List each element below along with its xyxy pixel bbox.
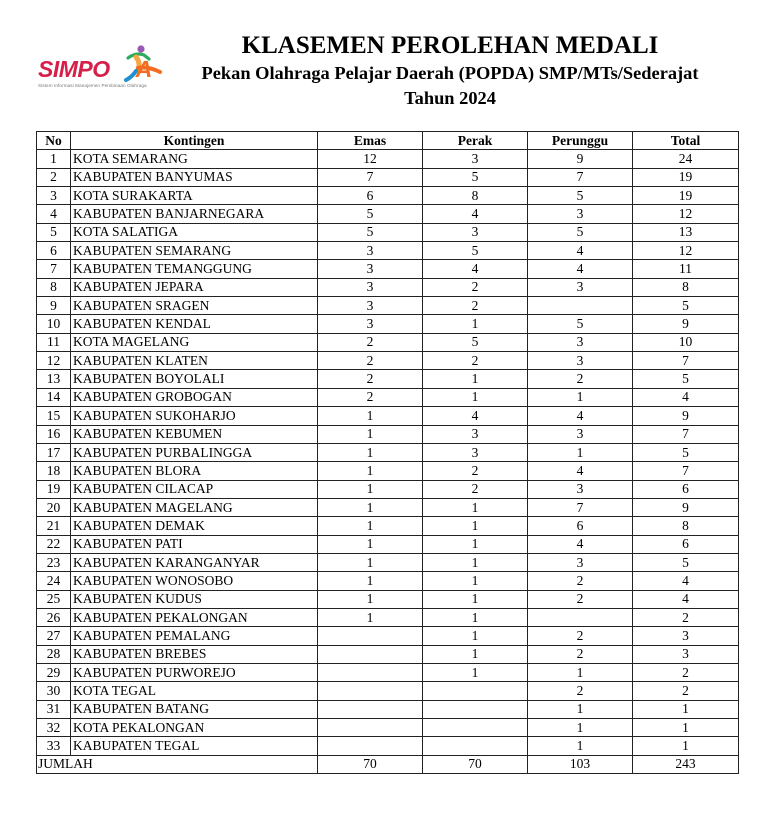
jumlah-label: JUMLAH	[37, 755, 318, 773]
table-row	[37, 682, 739, 700]
table-body	[37, 150, 739, 755]
cell-kontingen: KABUPATEN PEKALONGAN	[71, 608, 318, 626]
cell-perak: 1	[423, 370, 528, 388]
table-row	[37, 737, 739, 755]
cell-kontingen: KABUPATEN MAGELANG	[71, 498, 318, 516]
cell-no: 28	[37, 645, 71, 663]
table-row	[37, 407, 739, 425]
cell-total: 12	[633, 205, 739, 223]
cell-total: 4	[633, 388, 739, 406]
cell-perak	[423, 737, 528, 755]
cell-perak: 1	[423, 517, 528, 535]
cell-total: 8	[633, 517, 739, 535]
cell-perak: 1	[423, 572, 528, 590]
cell-kontingen: KABUPATEN BANJARNEGARA	[71, 205, 318, 223]
cell-total: 2	[633, 663, 739, 681]
cell-emas: 1	[318, 553, 423, 571]
table-row	[37, 572, 739, 590]
page-title: KLASEMEN PEROLEHAN MEDALI	[241, 32, 659, 59]
cell-perunggu: 6	[528, 517, 633, 535]
cell-total: 24	[633, 150, 739, 168]
cell-total: 7	[633, 425, 739, 443]
cell-total: 1	[633, 700, 739, 718]
cell-total: 19	[633, 187, 739, 205]
cell-emas: 3	[318, 278, 423, 296]
table-row	[37, 443, 739, 461]
cell-perunggu: 1	[528, 719, 633, 737]
cell-emas: 3	[318, 260, 423, 278]
cell-kontingen: KOTA MAGELANG	[71, 333, 318, 351]
cell-no: 20	[37, 498, 71, 516]
table-row	[37, 150, 739, 168]
jumlah-perak: 70	[423, 755, 528, 773]
cell-emas: 1	[318, 498, 423, 516]
cell-no: 23	[37, 553, 71, 571]
cell-perak: 8	[423, 187, 528, 205]
cell-perak: 4	[423, 260, 528, 278]
cell-kontingen: KOTA PEKALONGAN	[71, 719, 318, 737]
cell-kontingen: KOTA SEMARANG	[71, 150, 318, 168]
cell-perak: 1	[423, 645, 528, 663]
cell-kontingen: KABUPATEN JEPARA	[71, 278, 318, 296]
cell-perunggu: 4	[528, 242, 633, 260]
cell-kontingen: KABUPATEN KARANGANYAR	[71, 553, 318, 571]
cell-total: 13	[633, 223, 739, 241]
cell-perak: 4	[423, 205, 528, 223]
cell-perunggu: 2	[528, 572, 633, 590]
table-row	[37, 223, 739, 241]
column-header-perunggu: Perunggu	[528, 132, 633, 150]
cell-perak	[423, 700, 528, 718]
cell-kontingen: KABUPATEN CILACAP	[71, 480, 318, 498]
cell-perunggu: 1	[528, 700, 633, 718]
simpora-logo	[36, 42, 166, 92]
cell-perak: 3	[423, 443, 528, 461]
cell-perak: 5	[423, 333, 528, 351]
cell-perak: 3	[423, 425, 528, 443]
cell-perunggu: 4	[528, 462, 633, 480]
cell-perunggu: 4	[528, 535, 633, 553]
table-row	[37, 535, 739, 553]
cell-perunggu: 5	[528, 315, 633, 333]
cell-emas: 1	[318, 425, 423, 443]
cell-emas	[318, 645, 423, 663]
cell-kontingen: KABUPATEN BATANG	[71, 700, 318, 718]
cell-perak: 3	[423, 223, 528, 241]
cell-emas: 3	[318, 297, 423, 315]
cell-kontingen: KABUPATEN KUDUS	[71, 590, 318, 608]
cell-no: 26	[37, 608, 71, 626]
cell-perak: 3	[423, 150, 528, 168]
cell-perunggu: 2	[528, 370, 633, 388]
cell-total: 12	[633, 242, 739, 260]
table-row	[37, 553, 739, 571]
cell-kontingen: KOTA TEGAL	[71, 682, 318, 700]
cell-no: 4	[37, 205, 71, 223]
table-row	[37, 315, 739, 333]
cell-no: 25	[37, 590, 71, 608]
cell-perunggu: 4	[528, 260, 633, 278]
cell-perunggu: 3	[528, 425, 633, 443]
cell-kontingen: KABUPATEN BOYOLALI	[71, 370, 318, 388]
cell-emas: 1	[318, 462, 423, 480]
cell-no: 15	[37, 407, 71, 425]
table-row	[37, 370, 739, 388]
cell-no: 2	[37, 168, 71, 186]
table-row	[37, 425, 739, 443]
column-header-perak: Perak	[423, 132, 528, 150]
cell-perunggu: 2	[528, 590, 633, 608]
cell-kontingen: KABUPATEN TEMANGGUNG	[71, 260, 318, 278]
cell-emas: 5	[318, 205, 423, 223]
cell-no: 29	[37, 663, 71, 681]
cell-perunggu: 5	[528, 187, 633, 205]
cell-emas: 1	[318, 572, 423, 590]
jumlah-total: 243	[633, 755, 739, 773]
medal-standings-table	[36, 131, 739, 774]
cell-emas: 5	[318, 223, 423, 241]
table-row	[37, 517, 739, 535]
cell-total: 3	[633, 645, 739, 663]
cell-perak: 5	[423, 242, 528, 260]
cell-perak: 1	[423, 553, 528, 571]
cell-kontingen: KABUPATEN SUKOHARJO	[71, 407, 318, 425]
cell-total: 9	[633, 498, 739, 516]
table-row	[37, 645, 739, 663]
table-row	[37, 498, 739, 516]
cell-no: 31	[37, 700, 71, 718]
cell-perak: 4	[423, 407, 528, 425]
cell-no: 32	[37, 719, 71, 737]
cell-emas: 1	[318, 590, 423, 608]
cell-no: 5	[37, 223, 71, 241]
cell-perak: 5	[423, 168, 528, 186]
jumlah-perunggu: 103	[528, 755, 633, 773]
cell-perak: 1	[423, 315, 528, 333]
cell-kontingen: KABUPATEN BANYUMAS	[71, 168, 318, 186]
cell-emas: 2	[318, 333, 423, 351]
cell-no: 11	[37, 333, 71, 351]
cell-total: 3	[633, 627, 739, 645]
cell-kontingen: KABUPATEN PURBALINGGA	[71, 443, 318, 461]
cell-no: 10	[37, 315, 71, 333]
column-header-no: No	[37, 132, 71, 150]
cell-perak	[423, 682, 528, 700]
cell-perak: 1	[423, 590, 528, 608]
cell-emas: 3	[318, 242, 423, 260]
cell-perak: 2	[423, 352, 528, 370]
table-row	[37, 168, 739, 186]
cell-perunggu: 7	[528, 168, 633, 186]
table-row	[37, 278, 739, 296]
cell-no: 9	[37, 297, 71, 315]
table-row	[37, 333, 739, 351]
table-row	[37, 590, 739, 608]
table-row	[37, 719, 739, 737]
jumlah-emas: 70	[318, 755, 423, 773]
cell-kontingen: KABUPATEN BREBES	[71, 645, 318, 663]
cell-perak: 1	[423, 498, 528, 516]
cell-total: 7	[633, 352, 739, 370]
cell-no: 1	[37, 150, 71, 168]
cell-emas: 3	[318, 315, 423, 333]
cell-kontingen: KABUPATEN PEMALANG	[71, 627, 318, 645]
cell-perunggu: 2	[528, 645, 633, 663]
cell-total: 4	[633, 572, 739, 590]
cell-emas: 1	[318, 608, 423, 626]
cell-perak: 1	[423, 535, 528, 553]
cell-emas	[318, 700, 423, 718]
cell-kontingen: KABUPATEN GROBOGAN	[71, 388, 318, 406]
cell-total: 8	[633, 278, 739, 296]
cell-kontingen: KABUPATEN TEGAL	[71, 737, 318, 755]
page-year: Tahun 2024	[404, 88, 496, 108]
table-row	[37, 205, 739, 223]
cell-kontingen: KOTA SALATIGA	[71, 223, 318, 241]
cell-perunggu: 1	[528, 443, 633, 461]
cell-kontingen: KABUPATEN KLATEN	[71, 352, 318, 370]
cell-emas	[318, 737, 423, 755]
cell-perunggu: 2	[528, 682, 633, 700]
cell-emas: 2	[318, 352, 423, 370]
cell-total: 9	[633, 315, 739, 333]
cell-total: 5	[633, 297, 739, 315]
cell-perunggu: 3	[528, 205, 633, 223]
table-row	[37, 608, 739, 626]
cell-kontingen: KABUPATEN KENDAL	[71, 315, 318, 333]
cell-kontingen: KABUPATEN PATI	[71, 535, 318, 553]
column-header-emas: Emas	[318, 132, 423, 150]
cell-total: 10	[633, 333, 739, 351]
cell-perunggu: 9	[528, 150, 633, 168]
cell-emas	[318, 663, 423, 681]
cell-no: 8	[37, 278, 71, 296]
cell-kontingen: KABUPATEN SRAGEN	[71, 297, 318, 315]
cell-emas: 6	[318, 187, 423, 205]
cell-perunggu: 3	[528, 333, 633, 351]
cell-emas: 7	[318, 168, 423, 186]
cell-total: 19	[633, 168, 739, 186]
cell-total: 5	[633, 370, 739, 388]
cell-perak: 2	[423, 462, 528, 480]
logo-wordmark-main: SIMPO	[38, 56, 110, 82]
cell-emas: 1	[318, 480, 423, 498]
cell-no: 6	[37, 242, 71, 260]
cell-no: 24	[37, 572, 71, 590]
cell-perak: 1	[423, 663, 528, 681]
cell-total: 9	[633, 407, 739, 425]
cell-emas	[318, 682, 423, 700]
cell-no: 30	[37, 682, 71, 700]
table-row	[37, 297, 739, 315]
table-footer-row	[37, 755, 739, 773]
cell-perunggu: 1	[528, 388, 633, 406]
column-header-kontingen: Kontingen	[71, 132, 318, 150]
cell-kontingen: KABUPATEN BLORA	[71, 462, 318, 480]
cell-total: 2	[633, 608, 739, 626]
cell-no: 13	[37, 370, 71, 388]
cell-kontingen: KOTA SURAKARTA	[71, 187, 318, 205]
cell-emas: 1	[318, 407, 423, 425]
cell-total: 6	[633, 535, 739, 553]
cell-emas: 12	[318, 150, 423, 168]
cell-perunggu: 3	[528, 352, 633, 370]
cell-no: 21	[37, 517, 71, 535]
cell-perunggu: 1	[528, 663, 633, 681]
table-header-row	[37, 132, 739, 150]
cell-perunggu	[528, 608, 633, 626]
cell-perak: 2	[423, 480, 528, 498]
cell-kontingen: KABUPATEN PURWOREJO	[71, 663, 318, 681]
cell-no: 33	[37, 737, 71, 755]
cell-no: 27	[37, 627, 71, 645]
column-header-total: Total	[633, 132, 739, 150]
cell-perak: 2	[423, 297, 528, 315]
cell-emas: 2	[318, 370, 423, 388]
cell-total: 1	[633, 719, 739, 737]
cell-perunggu: 2	[528, 627, 633, 645]
page-subtitle: Pekan Olahraga Pelajar Daerah (POPDA) SMP/MTs/Sederajat	[201, 63, 699, 83]
cell-total: 6	[633, 480, 739, 498]
cell-perunggu	[528, 297, 633, 315]
table-row	[37, 462, 739, 480]
cell-kontingen: KABUPATEN DEMAK	[71, 517, 318, 535]
cell-perunggu: 7	[528, 498, 633, 516]
table-row	[37, 388, 739, 406]
table-row	[37, 260, 739, 278]
cell-total: 7	[633, 462, 739, 480]
cell-perak: 1	[423, 608, 528, 626]
cell-perak: 2	[423, 278, 528, 296]
table-row	[37, 352, 739, 370]
cell-kontingen: KABUPATEN KEBUMEN	[71, 425, 318, 443]
cell-no: 3	[37, 187, 71, 205]
cell-perak: 1	[423, 388, 528, 406]
cell-no: 14	[37, 388, 71, 406]
cell-no: 16	[37, 425, 71, 443]
cell-kontingen: KABUPATEN WONOSOBO	[71, 572, 318, 590]
logo-wordmark	[38, 56, 152, 83]
table-row	[37, 187, 739, 205]
cell-perunggu: 3	[528, 278, 633, 296]
logo-wordmark-accent: A	[135, 56, 152, 82]
cell-perunggu: 3	[528, 553, 633, 571]
cell-total: 2	[633, 682, 739, 700]
cell-emas: 1	[318, 535, 423, 553]
logo-tagline: Sistem Informasi Manajemen Pembinaan Olahraga	[38, 83, 147, 88]
table-row	[37, 627, 739, 645]
cell-total: 5	[633, 443, 739, 461]
cell-no: 7	[37, 260, 71, 278]
cell-emas: 2	[318, 388, 423, 406]
cell-no: 19	[37, 480, 71, 498]
cell-perak	[423, 719, 528, 737]
cell-total: 11	[633, 260, 739, 278]
cell-emas: 1	[318, 517, 423, 535]
cell-no: 17	[37, 443, 71, 461]
cell-emas	[318, 719, 423, 737]
cell-no: 12	[37, 352, 71, 370]
cell-total: 4	[633, 590, 739, 608]
cell-total: 5	[633, 553, 739, 571]
cell-perunggu: 3	[528, 480, 633, 498]
cell-emas	[318, 627, 423, 645]
cell-perunggu: 5	[528, 223, 633, 241]
cell-total: 1	[633, 737, 739, 755]
cell-perunggu: 4	[528, 407, 633, 425]
cell-perak: 1	[423, 627, 528, 645]
table-row	[37, 480, 739, 498]
cell-perunggu: 1	[528, 737, 633, 755]
cell-emas: 1	[318, 443, 423, 461]
table-row	[37, 242, 739, 260]
table-row	[37, 663, 739, 681]
table-row	[37, 700, 739, 718]
cell-no: 22	[37, 535, 71, 553]
cell-no: 18	[37, 462, 71, 480]
cell-kontingen: KABUPATEN SEMARANG	[71, 242, 318, 260]
